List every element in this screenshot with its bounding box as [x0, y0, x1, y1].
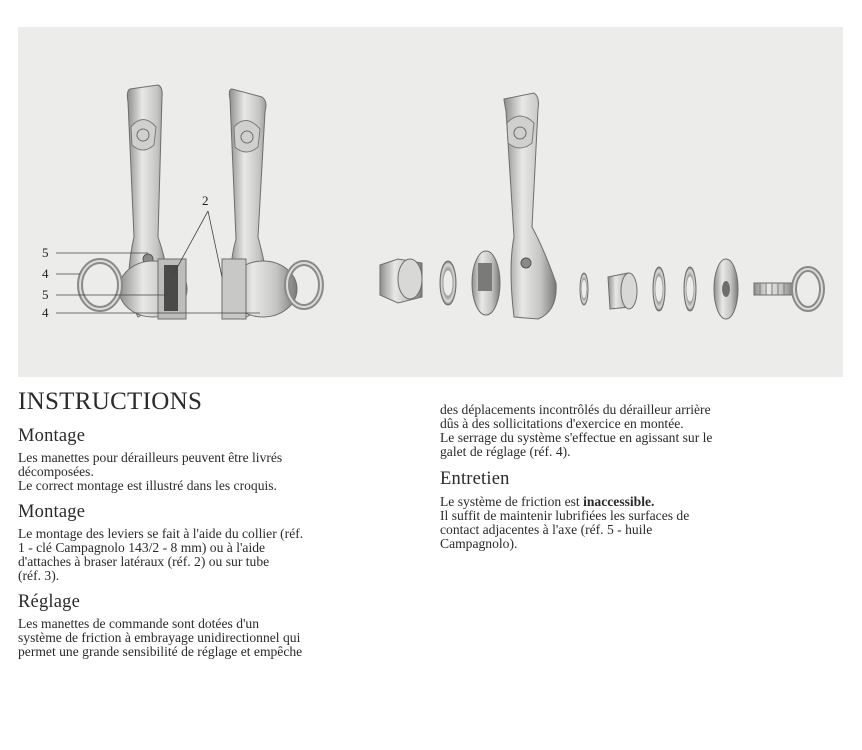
callout-2: 2 [202, 193, 209, 208]
entretien-text-end: Il suffit de maintenir lubrifiées les surfaces de contact adjacentes à l'axe (réf. 5 - huile Campagnolo). [440, 508, 690, 551]
entretien-text-start: Le système de friction est [440, 494, 584, 509]
left-column [18, 426, 418, 659]
callout-4-upper: 4 [42, 266, 49, 281]
entretien-text-bold: inaccessible. [583, 494, 655, 509]
section-text-entretien [440, 495, 840, 551]
page-title: INSTRUCTIONS [18, 388, 203, 415]
product-photo [18, 27, 843, 377]
section-text-reglage: Les manettes de commande sont dotées d'un système de friction à embrayage unidirectionnel qui permet une grande sensibilité de réglage et empêche [18, 616, 303, 659]
section-title-montage-1: Montage [18, 426, 86, 446]
right-shifter-clamp [222, 259, 321, 319]
section-text-reglage-continued: des déplacements incontrôlés du dérailleur arrière dûs à des sollicitations d'exercice en montée. Le serrage du système s'effectue en agissant sur le galet de réglage (réf. 4). [440, 402, 713, 459]
callout-4-lower: 4 [42, 305, 49, 320]
section-text-montage-2: Le montage des leviers se fait à l'aide du collier (réf. 1 - clé Campagnolo 143/2 - 8 mm) ou à l'aide d'attaches à braser latéraux (réf. 2) ou sur tube (réf. 3). [18, 526, 304, 583]
section-title-montage-2: Montage [18, 502, 86, 522]
right-column [440, 403, 840, 551]
exploded-view [380, 93, 822, 319]
section-title-entretien: Entretien [440, 469, 510, 489]
section-title-reglage: Réglage [18, 592, 81, 612]
left-shifter-clamp [80, 259, 187, 319]
section-text-montage-1: Les manettes pour dérailleurs peuvent être livrés décomposées. Le correct montage est illustré dans les croquis. [18, 450, 283, 493]
shifter-illustration [18, 27, 843, 377]
callout-5-lower: 5 [42, 287, 49, 302]
callout-5-upper: 5 [42, 245, 49, 260]
